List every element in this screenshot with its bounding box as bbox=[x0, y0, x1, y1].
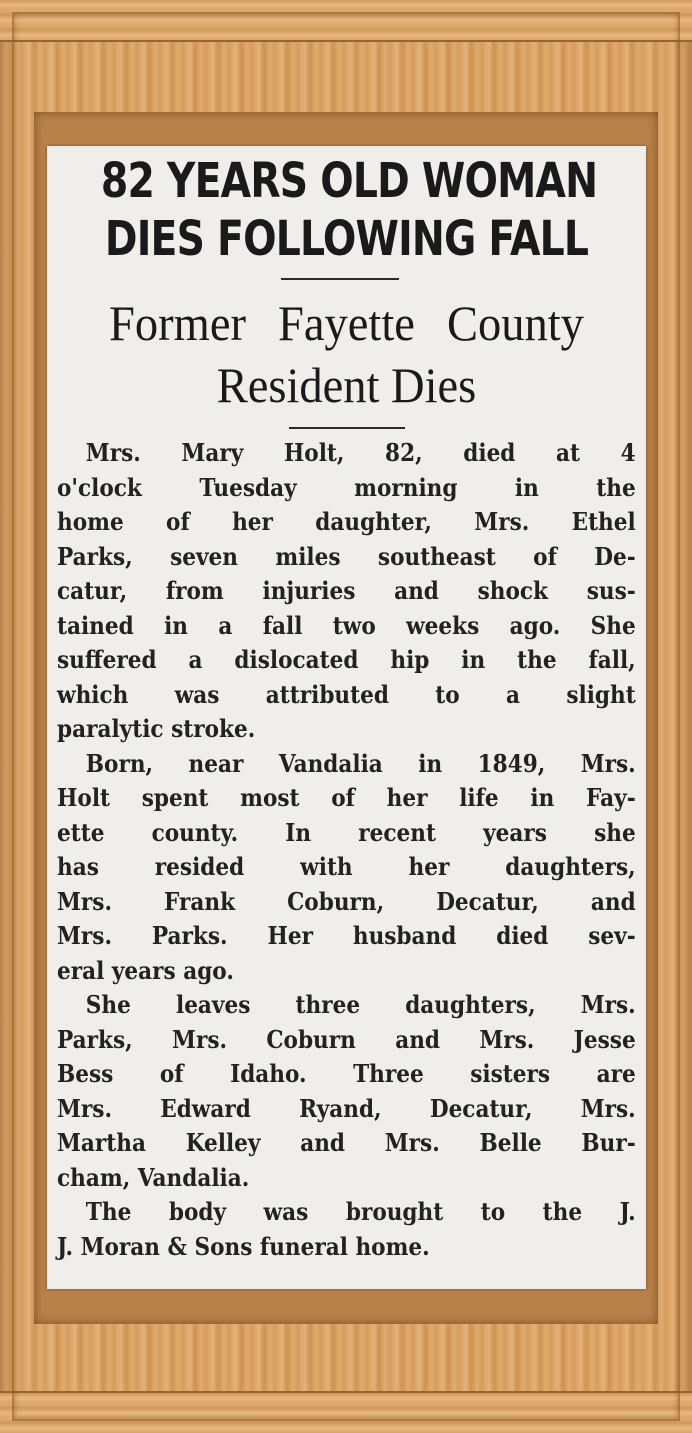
article-line: Born, near Vandalia in 1849, Mrs. bbox=[85, 748, 636, 778]
headline-line-2: DIES FOLLOWING FALL bbox=[104, 211, 589, 267]
article-line: home of her daughter, Mrs. Ethel bbox=[57, 507, 636, 536]
article-line: cham, Vandalia. bbox=[57, 1162, 250, 1192]
article-paragraph bbox=[57, 747, 636, 989]
article-line: Bess of Idaho. Three sisters are bbox=[57, 1059, 636, 1088]
article-paragraph bbox=[57, 1195, 636, 1264]
article-line: The body was brought to the J. bbox=[85, 1197, 636, 1226]
article-body bbox=[57, 436, 636, 1264]
article-line: ette county. In recent years she bbox=[57, 817, 636, 847]
subheadline-line-2: Resident Dies bbox=[216, 357, 477, 413]
article-line: Mrs. Parks. Her husband died sev- bbox=[57, 921, 636, 950]
article-line: J. Moran & Sons funeral home. bbox=[57, 1231, 430, 1261]
article-paragraph bbox=[57, 988, 636, 1195]
article-line: Parks, seven miles southeast of De- bbox=[57, 541, 636, 571]
article-line: She leaves three daughters, Mrs. bbox=[85, 990, 636, 1019]
headline bbox=[100, 152, 598, 268]
article-line: paralytic stroke. bbox=[57, 714, 256, 743]
article-line: has resided with her daughters, bbox=[57, 852, 636, 881]
article-line: tained in a fall two weeks ago. She bbox=[57, 610, 636, 640]
headline-divider bbox=[281, 278, 399, 280]
article-line: Parks, Mrs. Coburn and Mrs. Jesse bbox=[57, 1024, 636, 1054]
article-line: Mrs. Frank Coburn, Decatur, and bbox=[57, 886, 636, 916]
subheadline-divider bbox=[289, 427, 405, 429]
headline-line-1: 82 YEARS OLD WOMAN bbox=[100, 153, 598, 209]
article-line: which was attributed to a slight bbox=[57, 679, 636, 709]
article-line: Martha Kelley and Mrs. Belle Bur- bbox=[57, 1128, 636, 1157]
article-line: o'clock Tuesday morning in the bbox=[57, 472, 636, 502]
article-line: Mrs. Edward Ryand, Decatur, Mrs. bbox=[57, 1093, 636, 1123]
article-line: eral years ago. bbox=[57, 955, 234, 985]
article-line: catur, from injuries and shock sus- bbox=[57, 576, 636, 605]
article-line: Holt spent most of her life in Fay- bbox=[57, 783, 636, 812]
article-line: suffered a dislocated hip in the fall, bbox=[57, 645, 636, 674]
article-line: Mrs. Mary Holt, 82, died at 4 bbox=[85, 438, 636, 467]
subheadline-line-1: Former Fayette County bbox=[109, 295, 584, 351]
newspaper-clipping bbox=[47, 146, 646, 1289]
article-paragraph bbox=[57, 436, 636, 747]
subheadline bbox=[68, 292, 625, 416]
